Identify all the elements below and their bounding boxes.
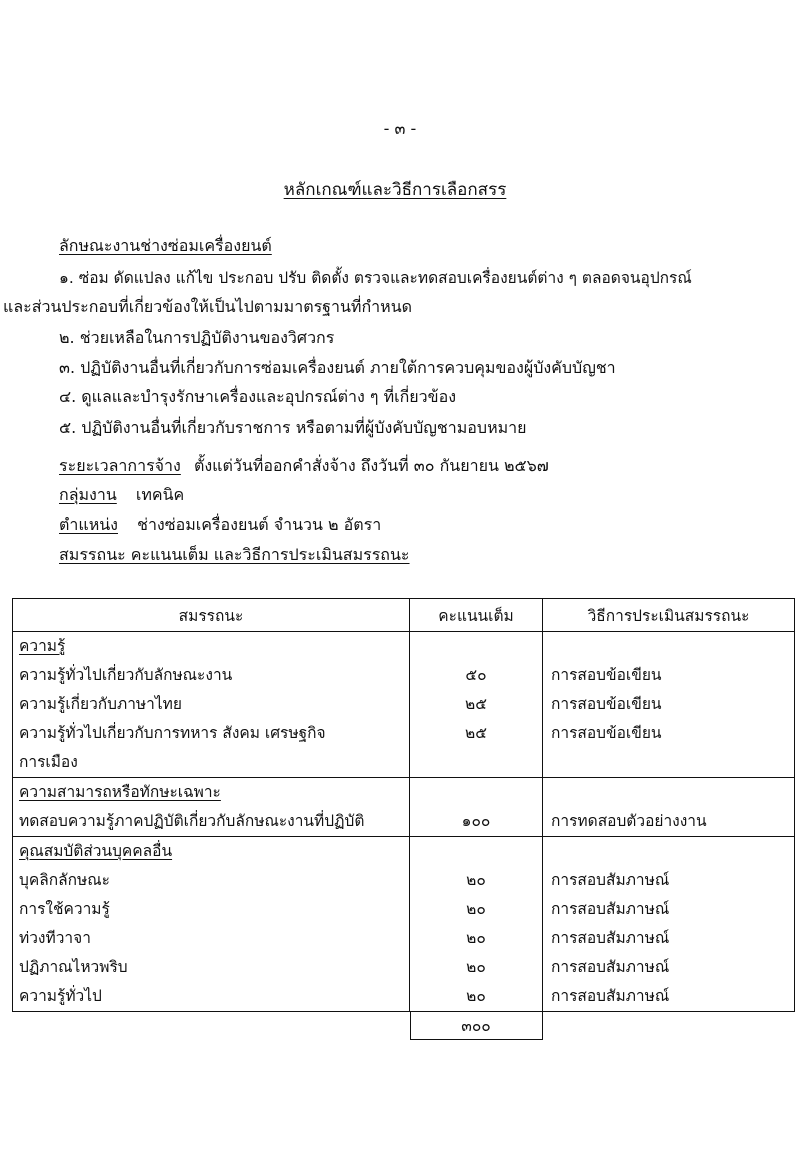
- row-score: ๕๐: [410, 661, 543, 690]
- table-header-row: [13, 599, 795, 632]
- section-skills: ความสามารถหรือทักษะเฉพาะ: [13, 778, 410, 808]
- row-method: การสอบสัมภาษณ์: [543, 866, 795, 895]
- job-item-3: ๓. ปฏิบัติงานอื่นที่เกี่ยวกับการซ่อมเครื่องยนต์ ภายใต้การควบคุมของผู้บังคับบัญชา: [59, 358, 616, 377]
- row-score: ๒๕: [410, 719, 543, 748]
- row-item: ความรู้เกี่ยวกับภาษาไทย: [13, 690, 410, 719]
- table-row: [13, 953, 795, 982]
- row-score: ๒๐: [410, 953, 543, 982]
- table-row: [13, 924, 795, 953]
- row-item: ทดสอบความรู้ภาคปฏิบัติเกี่ยวกับลักษณะงานที่ปฏิบัติ: [13, 807, 410, 837]
- header-full-score: คะแนนเต็ม: [410, 599, 543, 632]
- row-method: การสอบสัมภาษณ์: [543, 982, 795, 1012]
- employment-period-value: ตั้งแต่วันที่ออกคำสั่งจ้าง ถึงวันที่ ๓๐ กันยายน ๒๕๖๗: [193, 456, 549, 475]
- row-method: การสอบสัมภาษณ์: [543, 953, 795, 982]
- row-score: ๑๐๐: [410, 807, 543, 837]
- position-label: ตำแหน่ง: [59, 515, 118, 534]
- job-group-row: [59, 485, 184, 505]
- row-method: การสอบข้อเขียน: [543, 719, 795, 748]
- row-score: ๒๐: [410, 982, 543, 1012]
- employment-period-row: [59, 456, 549, 476]
- job-item-5: ๕. ปฏิบัติงานอื่นที่เกี่ยวกับราชการ หรือตามที่ผู้บังคับบัญชามอบหมาย: [59, 418, 527, 437]
- row-method: การสอบข้อเขียน: [543, 690, 795, 719]
- job-item-4: ๔. ดูแลและบำรุงรักษาเครื่องและอุปกรณ์ต่าง ๆ ที่เกี่ยวข้อง: [59, 387, 457, 406]
- competency-table: [12, 598, 795, 1012]
- row-item: การใช้ความรู้: [13, 895, 410, 924]
- page-number: - ๓ -: [383, 119, 417, 138]
- table-row: [13, 719, 795, 748]
- row-item: บุคลิกลักษณะ: [13, 866, 410, 895]
- row-item: ปฏิภาณไหวพริบ: [13, 953, 410, 982]
- row-item: ความรู้ทั่วไปเกี่ยวกับการทหาร สังคม เศรษฐกิจ: [13, 719, 410, 748]
- row-score: ๒๐: [410, 924, 543, 953]
- employment-period-label: ระยะเวลาการจ้าง: [59, 456, 181, 475]
- total-score: ๓๐๐: [410, 1011, 543, 1040]
- row-method: การทดสอบตัวอย่างงาน: [543, 807, 795, 837]
- job-item-1-cont: และส่วนประกอบที่เกี่ยวข้องให้เป็นไปตามมาตรฐานที่กำหนด: [3, 297, 413, 316]
- header-competency: สมรรถนะ: [13, 599, 410, 632]
- competency-heading: สมรรถนะ คะแนนเต็ม และวิธีการประเมินสมรรถนะ: [59, 545, 410, 564]
- row-item: ท่วงทีวาจา: [13, 924, 410, 953]
- job-item-2: ๒. ช่วยเหลือในการปฏิบัติงานของวิศวกร: [59, 328, 335, 347]
- row-score: ๒๕: [410, 690, 543, 719]
- table-row: [13, 807, 795, 837]
- job-item-1: ๑. ซ่อม ดัดแปลง แก้ไข ประกอบ ปรับ ติดตั้ง ตรวจและทดสอบเครื่องยนต์ต่าง ๆ ตลอดจนอุปกรณ์: [59, 269, 692, 287]
- page-title: หลักเกณฑ์และวิธีการเลือกสรร: [283, 180, 507, 200]
- job-group-value: เทคนิค: [135, 485, 185, 504]
- table-row: [13, 982, 795, 1012]
- row-method: การสอบข้อเขียน: [543, 661, 795, 690]
- section-row: [13, 837, 795, 867]
- row-method: การสอบสัมภาษณ์: [543, 895, 795, 924]
- position-row: [59, 515, 381, 535]
- job-group-label: กลุ่มงาน: [59, 485, 117, 504]
- row-score: ๒๐: [410, 895, 543, 924]
- row-item: ความรู้ทั่วไปเกี่ยวกับลักษณะงาน: [13, 661, 410, 690]
- table-row: [13, 661, 795, 690]
- position-value: ช่างซ่อมเครื่องยนต์ จำนวน ๒ อัตรา: [137, 515, 382, 534]
- section-row: [13, 632, 795, 662]
- row-item-cont: การเมือง: [13, 748, 410, 778]
- row-score: ๒๐: [410, 866, 543, 895]
- row-item: ความรู้ทั่วไป: [13, 982, 410, 1012]
- table-row-continuation: [13, 748, 795, 778]
- header-method: วิธีการประเมินสมรรถนะ: [543, 599, 795, 632]
- row-method: การสอบสัมภาษณ์: [543, 924, 795, 953]
- table-row: [13, 895, 795, 924]
- section-personal: คุณสมบัติส่วนบุคคลอื่น: [13, 837, 410, 867]
- table-row: [13, 690, 795, 719]
- section-knowledge: ความรู้: [13, 632, 410, 662]
- job-description-heading: ลักษณะงานช่างซ่อมเครื่องยนต์: [59, 236, 272, 255]
- table-row: [13, 866, 795, 895]
- section-row: [13, 778, 795, 808]
